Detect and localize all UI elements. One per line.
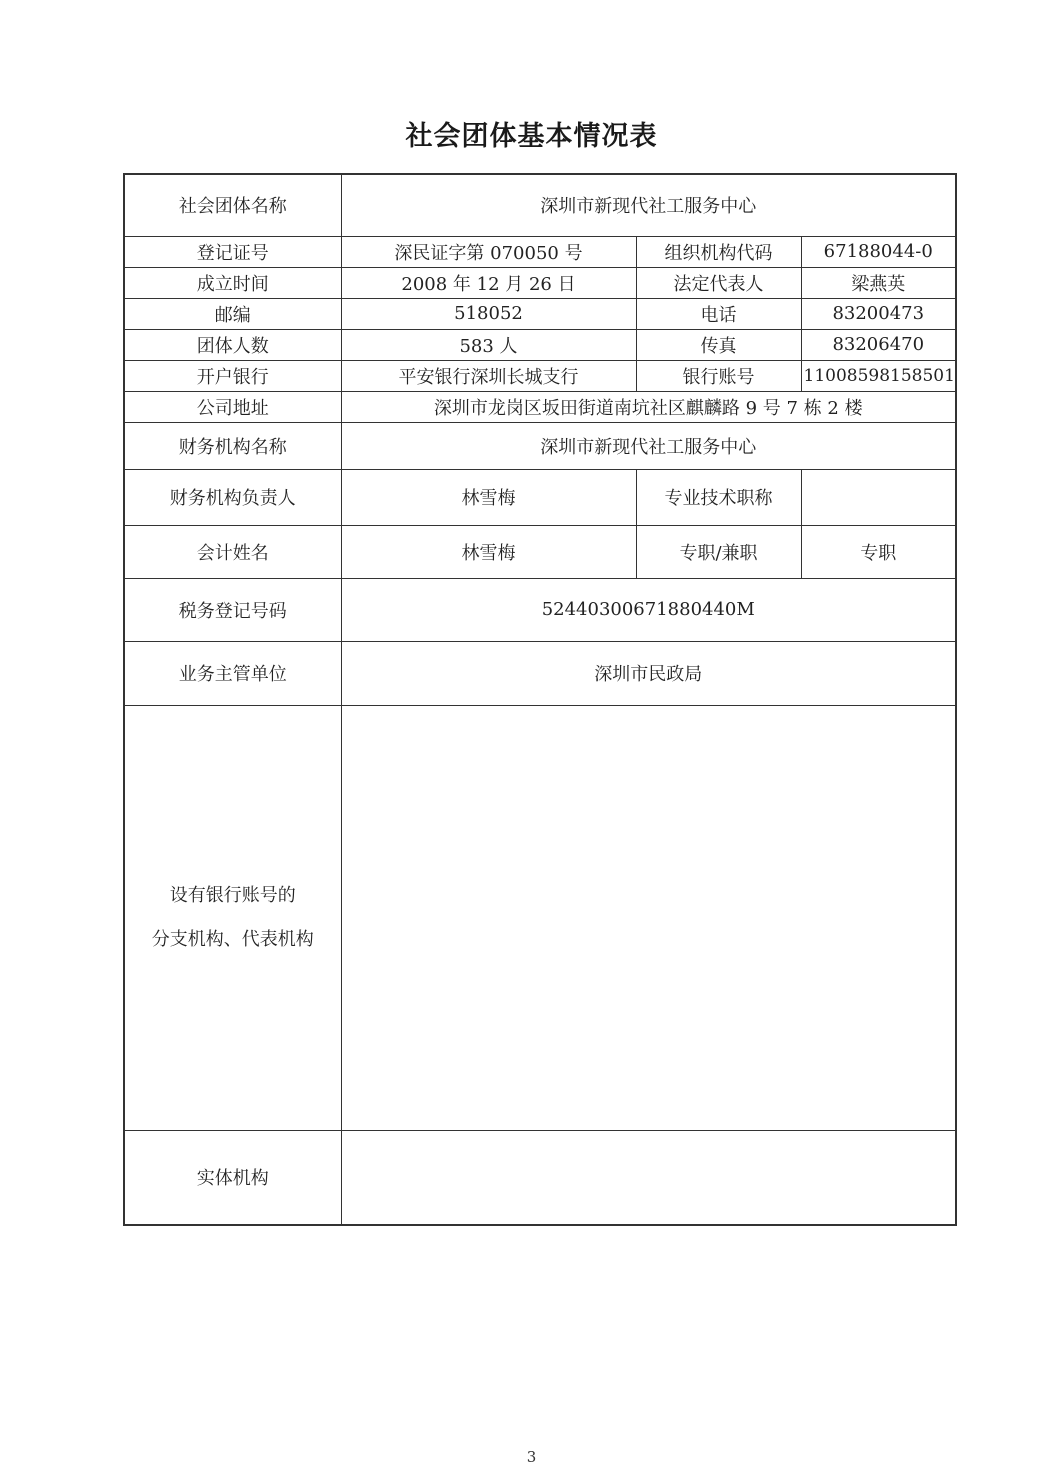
org-code-label: 组织机构代码 <box>636 236 801 267</box>
branches-label <box>124 705 341 1130</box>
finance-head-label: 财务机构负责人 <box>124 469 341 525</box>
table-row <box>124 1130 956 1225</box>
bank-value: 平安银行深圳长城支行 <box>341 360 636 391</box>
table-row <box>124 705 956 1130</box>
postcode-label: 邮编 <box>124 298 341 329</box>
page-number: 3 <box>526 1448 537 1466</box>
table-row <box>124 525 956 578</box>
account-label: 银行账号 <box>636 360 801 391</box>
table-row <box>124 641 956 705</box>
entities-value <box>341 1130 956 1225</box>
accountant-label: 会计姓名 <box>124 525 341 578</box>
finance-head-value: 林雪梅 <box>341 469 636 525</box>
table-row <box>124 578 956 641</box>
phone-value: 83200473 <box>801 298 956 329</box>
fulltime-label: 专职/兼职 <box>636 525 801 578</box>
founded-label: 成立时间 <box>124 267 341 298</box>
page-title: 社会团体基本情况表 <box>405 121 658 152</box>
account-value: 11008598158501 <box>801 360 956 391</box>
address-label: 公司地址 <box>124 391 341 422</box>
reg-no-value: 深民证字第 070050 号 <box>341 236 636 267</box>
branches-value <box>341 705 956 1130</box>
tech-title-label: 专业技术职称 <box>636 469 801 525</box>
branches-label-line1: 设有银行账号的 <box>169 884 296 906</box>
reg-no-label: 登记证号 <box>124 236 341 267</box>
phone-label: 电话 <box>636 298 801 329</box>
legal-rep-label: 法定代表人 <box>636 267 801 298</box>
table-row <box>124 298 956 329</box>
table-row <box>124 174 956 236</box>
table-row <box>124 422 956 469</box>
tech-title-value <box>801 469 956 525</box>
finance-org-label: 财务机构名称 <box>124 422 341 469</box>
table-row <box>124 469 956 525</box>
org-code-value: 67188044-0 <box>801 236 956 267</box>
table-row <box>124 391 956 422</box>
tax-no-label: 税务登记号码 <box>124 578 341 641</box>
org-name-value: 深圳市新现代社工服务中心 <box>341 174 956 236</box>
supervisor-label: 业务主管单位 <box>124 641 341 705</box>
table-row <box>124 329 956 360</box>
tax-no-value: 52440300671880440M <box>341 578 956 641</box>
accountant-value: 林雪梅 <box>341 525 636 578</box>
members-value: 583 人 <box>341 329 636 360</box>
address-value: 深圳市龙岗区坂田街道南坑社区麒麟路 9 号 7 栋 2 楼 <box>341 391 956 422</box>
bank-label: 开户银行 <box>124 360 341 391</box>
org-name-label: 社会团体名称 <box>124 174 341 236</box>
founded-value: 2008 年 12 月 26 日 <box>341 267 636 298</box>
table-row <box>124 267 956 298</box>
table-row <box>124 360 956 391</box>
fax-label: 传真 <box>636 329 801 360</box>
supervisor-value: 深圳市民政局 <box>341 641 956 705</box>
finance-org-value: 深圳市新现代社工服务中心 <box>341 422 956 469</box>
fulltime-value: 专职 <box>801 525 956 578</box>
basic-info-table <box>123 173 957 1226</box>
legal-rep-value: 梁燕英 <box>801 267 956 298</box>
entities-label: 实体机构 <box>124 1130 341 1225</box>
postcode-value: 518052 <box>341 298 636 329</box>
fax-value: 83206470 <box>801 329 956 360</box>
members-label: 团体人数 <box>124 329 341 360</box>
branches-label-line2: 分支机构、代表机构 <box>151 928 314 950</box>
table-row <box>124 236 956 267</box>
